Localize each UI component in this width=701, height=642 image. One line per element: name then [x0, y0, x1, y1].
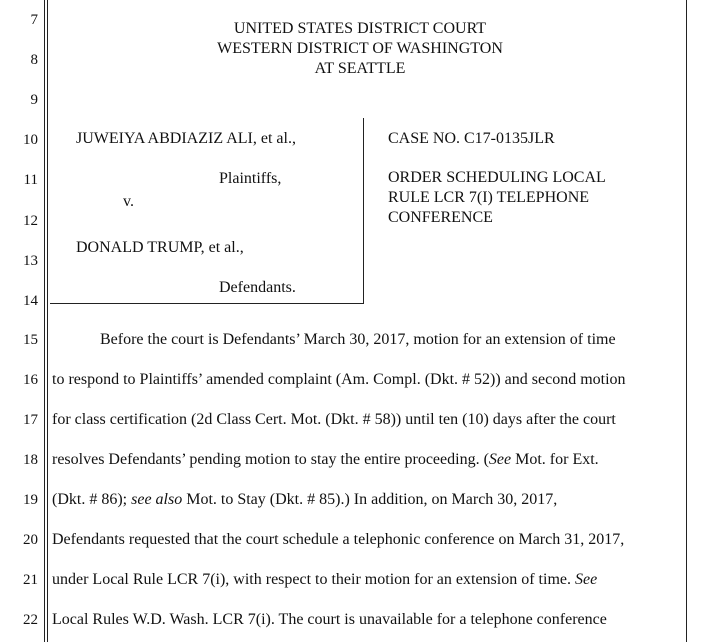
order-title-line: CONFERENCE — [388, 209, 493, 226]
line-number: 12 — [23, 213, 38, 229]
body-text: (Dkt. # 86); — [52, 491, 132, 508]
body-line — [52, 570, 597, 590]
line-number: 9 — [30, 92, 38, 108]
citation-signal: see also — [131, 491, 183, 508]
margin-rule-inner — [47, 0, 48, 642]
court-name: UNITED STATES DISTRICT COURT — [233, 20, 487, 37]
court-district: WESTERN DISTRICT OF WASHINGTON — [217, 40, 503, 57]
plaintiffs-label: Plaintiffs, — [219, 170, 282, 187]
margin-rule-outer — [44, 0, 45, 642]
body-line: Before the court is Defendants’ March 30, 2017, motion for an extension of time — [100, 331, 616, 348]
order-title-line: RULE LCR 7(I) TELEPHONE — [388, 189, 590, 206]
caption-underline — [50, 303, 364, 304]
line-number: 16 — [23, 372, 38, 388]
body-text: Mot. to Stay (Dkt. # 85).) In addition, on March 30, 2017, — [182, 491, 558, 508]
order-title-line: ORDER SCHEDULING LOCAL — [388, 169, 606, 186]
body-line — [52, 450, 599, 470]
defendant-name: DONALD TRUMP, et al., — [76, 239, 244, 256]
body-line: Local Rules W.D. Wash. LCR 7(i). The court is unavailable for a telephone conference — [52, 611, 607, 628]
caption-divider — [363, 118, 364, 304]
line-number: 7 — [30, 12, 38, 28]
body-text: resolves Defendants’ pending motion to stay the entire proceeding. ( — [52, 451, 489, 468]
margin-rule-right — [686, 0, 687, 642]
case-number: CASE NO. C17-0135JLR — [388, 130, 555, 147]
body-line: to respond to Plaintiffs’ amended complaint (Am. Compl. (Dkt. # 52)) and second motion — [52, 371, 626, 388]
citation-signal: See — [488, 451, 512, 468]
line-number: 22 — [23, 612, 38, 628]
body-line: Defendants requested that the court schedule a telephonic conference on March 31, 2017, — [52, 531, 625, 548]
body-line: for class certification (2d Class Cert. Mot. (Dkt. # 58)) until ten (10) days after the court — [52, 411, 616, 428]
court-location: AT SEATTLE — [314, 60, 406, 77]
line-number: 17 — [23, 412, 38, 428]
defendants-label: Defendants. — [219, 279, 296, 296]
line-number: 15 — [23, 332, 38, 348]
body-text: under Local Rule LCR 7(i), with respect to their motion for an extension of time. — [52, 571, 575, 588]
line-number: 14 — [23, 293, 38, 309]
citation-signal: See — [574, 571, 598, 588]
line-number: 13 — [23, 253, 38, 269]
body-line — [52, 490, 557, 510]
line-number: 19 — [23, 492, 38, 508]
versus-label: v. — [123, 193, 134, 210]
plaintiff-name: JUWEIYA ABDIAZIZ ALI, et al., — [76, 130, 296, 147]
line-number: 21 — [23, 572, 38, 588]
line-number: 18 — [23, 452, 38, 468]
line-number: 20 — [23, 532, 38, 548]
line-number: 11 — [23, 172, 38, 188]
body-text: Mot. for Ext. — [511, 451, 599, 468]
line-number: 8 — [30, 52, 38, 68]
line-number: 10 — [23, 132, 38, 148]
